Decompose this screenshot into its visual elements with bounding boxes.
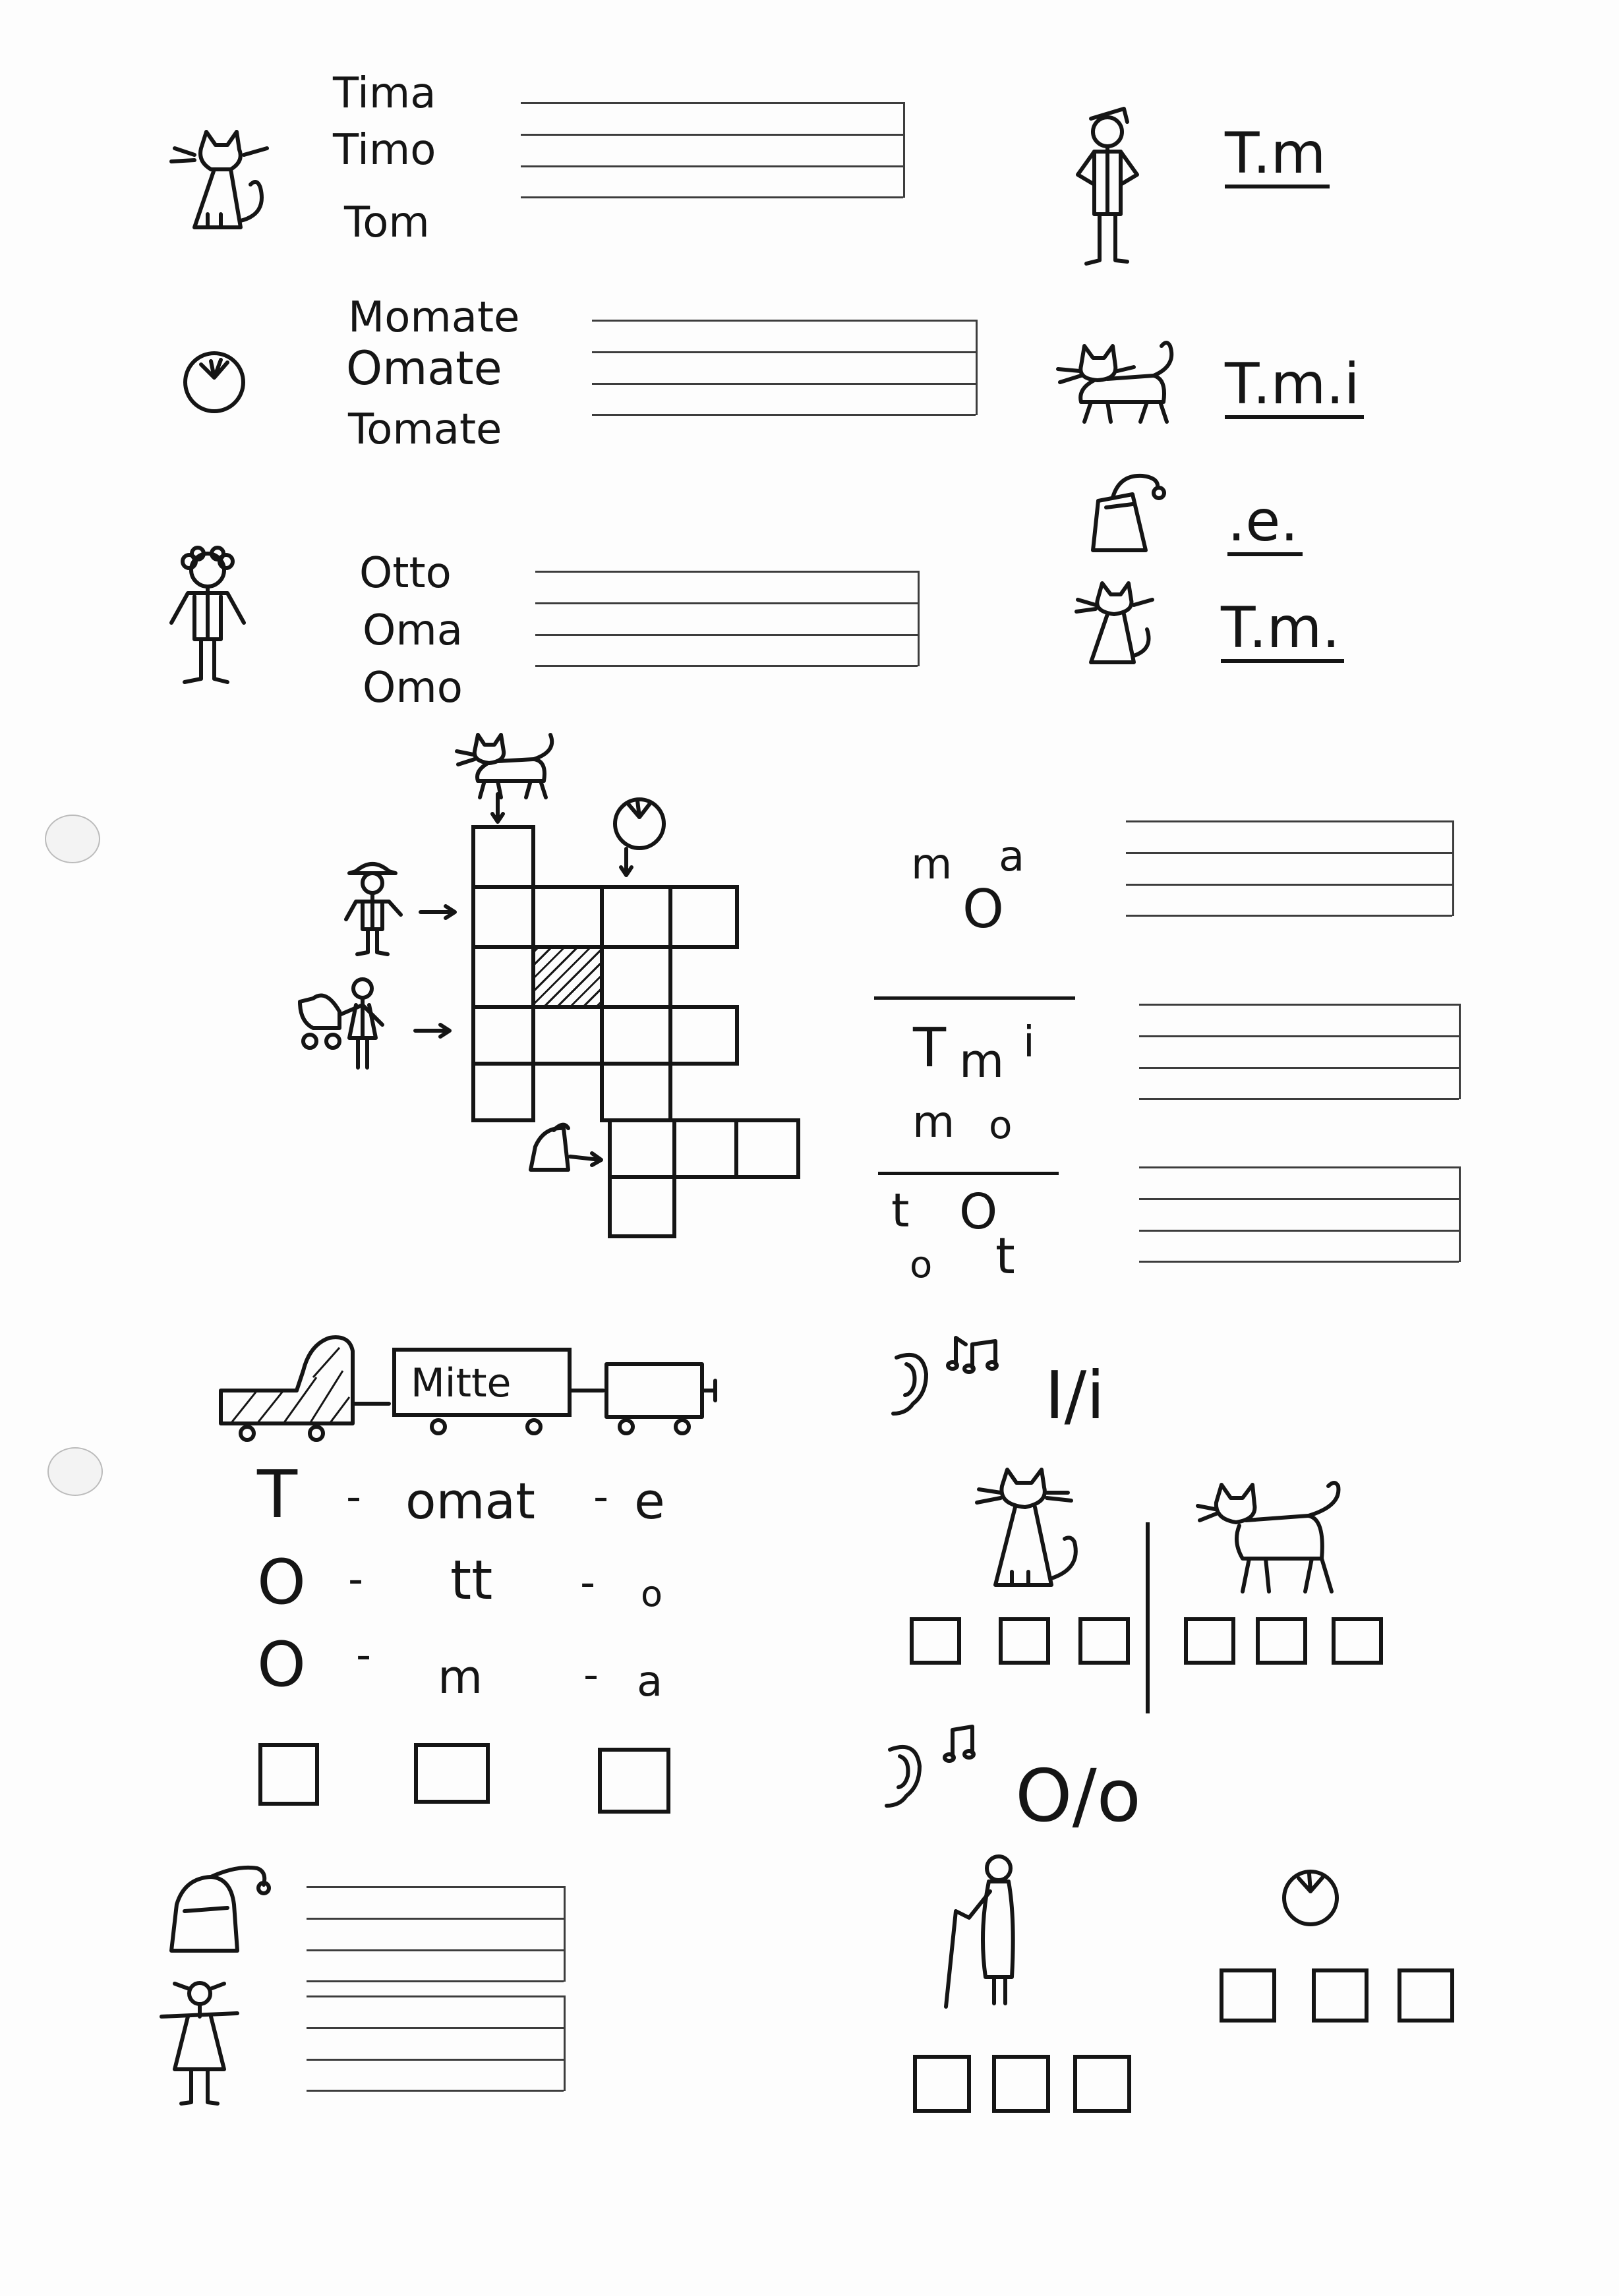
- gap-word[interactable]: T.m: [1225, 125, 1330, 188]
- separator-line: [874, 996, 1075, 1000]
- scrambled-letter: m: [912, 1097, 955, 1147]
- syllable-answer-box[interactable]: [414, 1743, 490, 1804]
- sound-position-box[interactable]: [999, 1617, 1050, 1665]
- syllable-middle: tt: [450, 1549, 493, 1612]
- gap-word[interactable]: .e.: [1227, 493, 1303, 556]
- sound-position-box[interactable]: [1220, 1968, 1276, 2023]
- scrambled-letter: o: [989, 1103, 1013, 1147]
- crossword-cell[interactable]: [600, 1062, 672, 1122]
- walking-cat-icon: [1055, 339, 1180, 425]
- crossword-cell[interactable]: [668, 885, 739, 949]
- crossword-cell[interactable]: [672, 1118, 738, 1179]
- writing-lines[interactable]: [307, 1886, 566, 1982]
- sound-position-box[interactable]: [910, 1617, 961, 1665]
- crossword-cell[interactable]: [600, 945, 672, 1009]
- arrow-icon: [620, 849, 633, 878]
- word-option[interactable]: Otto: [359, 549, 452, 598]
- scrambled-letter: a: [999, 832, 1025, 881]
- syllable-first: O: [257, 1629, 306, 1701]
- boy-hat-icon: [336, 857, 409, 959]
- crossword-cell[interactable]: [531, 885, 604, 949]
- sound-position-box[interactable]: [1312, 1968, 1369, 2023]
- sound-label: I/i: [1045, 1357, 1105, 1434]
- grandma-pram-icon: [293, 975, 392, 1074]
- crossword-cell[interactable]: [471, 1062, 535, 1122]
- word-option[interactable]: Omo: [363, 664, 463, 712]
- writing-lines[interactable]: [1139, 1166, 1461, 1262]
- tea-cosy-icon: [1086, 468, 1172, 554]
- sound-position-box[interactable]: [913, 2055, 971, 2113]
- syllable-first: O: [257, 1547, 306, 1619]
- ear-icon: [880, 1740, 926, 1812]
- scrambled-letter: o: [910, 1244, 933, 1286]
- syllable-last: a: [637, 1657, 663, 1706]
- syllable-last: e: [634, 1472, 665, 1530]
- sound-label: O/o: [1015, 1754, 1141, 1838]
- man-cap-icon: [1061, 102, 1160, 273]
- punch-hole-lower: [47, 1447, 103, 1496]
- syllable-answer-box[interactable]: [258, 1743, 319, 1806]
- writing-lines[interactable]: [307, 1995, 566, 2091]
- divider-vertical: [1146, 1522, 1150, 1713]
- syllable-dash: -: [583, 1651, 599, 1700]
- grandma-cane-icon: [943, 1852, 1042, 2010]
- sound-position-box[interactable]: [1332, 1617, 1383, 1665]
- writing-lines[interactable]: [1126, 820, 1454, 916]
- scrambled-letter: t: [891, 1184, 910, 1238]
- sound-position-box[interactable]: [1184, 1617, 1235, 1665]
- sound-position-box[interactable]: [1073, 2055, 1131, 2113]
- middle-wagon: [392, 1348, 572, 1417]
- syllable-last: o: [641, 1573, 663, 1615]
- walking-cat-icon: [1196, 1479, 1348, 1598]
- scrambled-letter: t: [995, 1226, 1015, 1285]
- punch-hole-upper: [45, 815, 100, 863]
- syllable-answer-box[interactable]: [598, 1748, 670, 1814]
- word-option[interactable]: Tom: [344, 198, 430, 247]
- scrambled-letter: T: [913, 1017, 947, 1079]
- syllable-dash: -: [593, 1473, 609, 1522]
- crossword-cell[interactable]: [471, 825, 535, 889]
- writing-lines[interactable]: [535, 571, 920, 666]
- word-option[interactable]: Timo: [333, 126, 436, 175]
- crossword-cell[interactable]: [600, 885, 672, 949]
- syllable-dash: -: [580, 1559, 596, 1607]
- writing-lines[interactable]: [592, 320, 978, 415]
- syllable-dash: -: [346, 1473, 362, 1522]
- sitting-cat-icon: [168, 129, 274, 241]
- tea-cosy-icon: [165, 1865, 277, 1954]
- scrambled-letter: O: [962, 878, 1004, 940]
- scrambled-letter: m: [959, 1034, 1005, 1088]
- crossword-cell[interactable]: [471, 885, 535, 949]
- crossword-cell[interactable]: [608, 1175, 676, 1238]
- word-option[interactable]: Omate: [346, 341, 502, 395]
- crossword-cell-shaded: [531, 945, 604, 1009]
- syllable-dash: -: [356, 1631, 372, 1680]
- walking-cat-icon: [455, 732, 560, 804]
- syllable-middle: m: [438, 1650, 483, 1704]
- syllable-first: T: [257, 1456, 298, 1533]
- crossword-cell[interactable]: [608, 1118, 676, 1179]
- gap-word[interactable]: T.m.: [1221, 600, 1344, 663]
- syllable-dash: -: [348, 1555, 364, 1604]
- tomato-icon: [1278, 1862, 1343, 1928]
- last-wagon-icon: [603, 1361, 722, 1440]
- gap-word[interactable]: T.m.i: [1225, 356, 1364, 419]
- tomato-icon: [181, 348, 247, 414]
- crossword-cell[interactable]: [668, 945, 672, 1009]
- writing-lines[interactable]: [1139, 1004, 1461, 1099]
- sound-position-box[interactable]: [1398, 1968, 1454, 2023]
- word-option[interactable]: Momate: [348, 293, 520, 342]
- arrow-icon: [421, 904, 457, 920]
- music-note-icon: [946, 1331, 1005, 1377]
- word-option[interactable]: Tomate: [348, 405, 502, 454]
- crossword-cell[interactable]: [531, 1005, 604, 1066]
- scrambled-letter: i: [1023, 1018, 1035, 1067]
- girl-pigtails-icon: [148, 1977, 247, 2109]
- sound-position-box[interactable]: [992, 2055, 1050, 2113]
- crossword-cell[interactable]: [734, 1118, 800, 1179]
- separator-line: [878, 1172, 1059, 1175]
- word-option[interactable]: Tima: [333, 69, 436, 118]
- wagon-label: Mitte: [411, 1360, 512, 1406]
- tea-cosy-icon: [527, 1120, 606, 1173]
- sitting-cat-icon: [1074, 580, 1160, 672]
- arrow-icon: [415, 1023, 452, 1039]
- ear-icon: [887, 1348, 933, 1420]
- crossword-cell[interactable]: [471, 1005, 535, 1066]
- crossword-cell[interactable]: [668, 1005, 739, 1066]
- music-note-icon: [943, 1723, 982, 1769]
- scrambled-letter: m: [911, 840, 953, 889]
- word-option[interactable]: Oma: [363, 606, 463, 655]
- tomato-icon: [610, 791, 669, 850]
- sound-position-box[interactable]: [1256, 1617, 1307, 1665]
- curly-girl-icon: [162, 547, 254, 692]
- writing-lines[interactable]: [521, 102, 905, 198]
- crossword-cell[interactable]: [600, 1005, 672, 1066]
- scrambled-letter: O: [959, 1184, 998, 1240]
- crossword-cell[interactable]: [471, 945, 535, 1009]
- sitting-cat-icon: [969, 1466, 1088, 1592]
- syllable-middle: omat: [405, 1472, 535, 1530]
- arrow-icon: [491, 794, 504, 824]
- sound-position-box[interactable]: [1078, 1617, 1130, 1665]
